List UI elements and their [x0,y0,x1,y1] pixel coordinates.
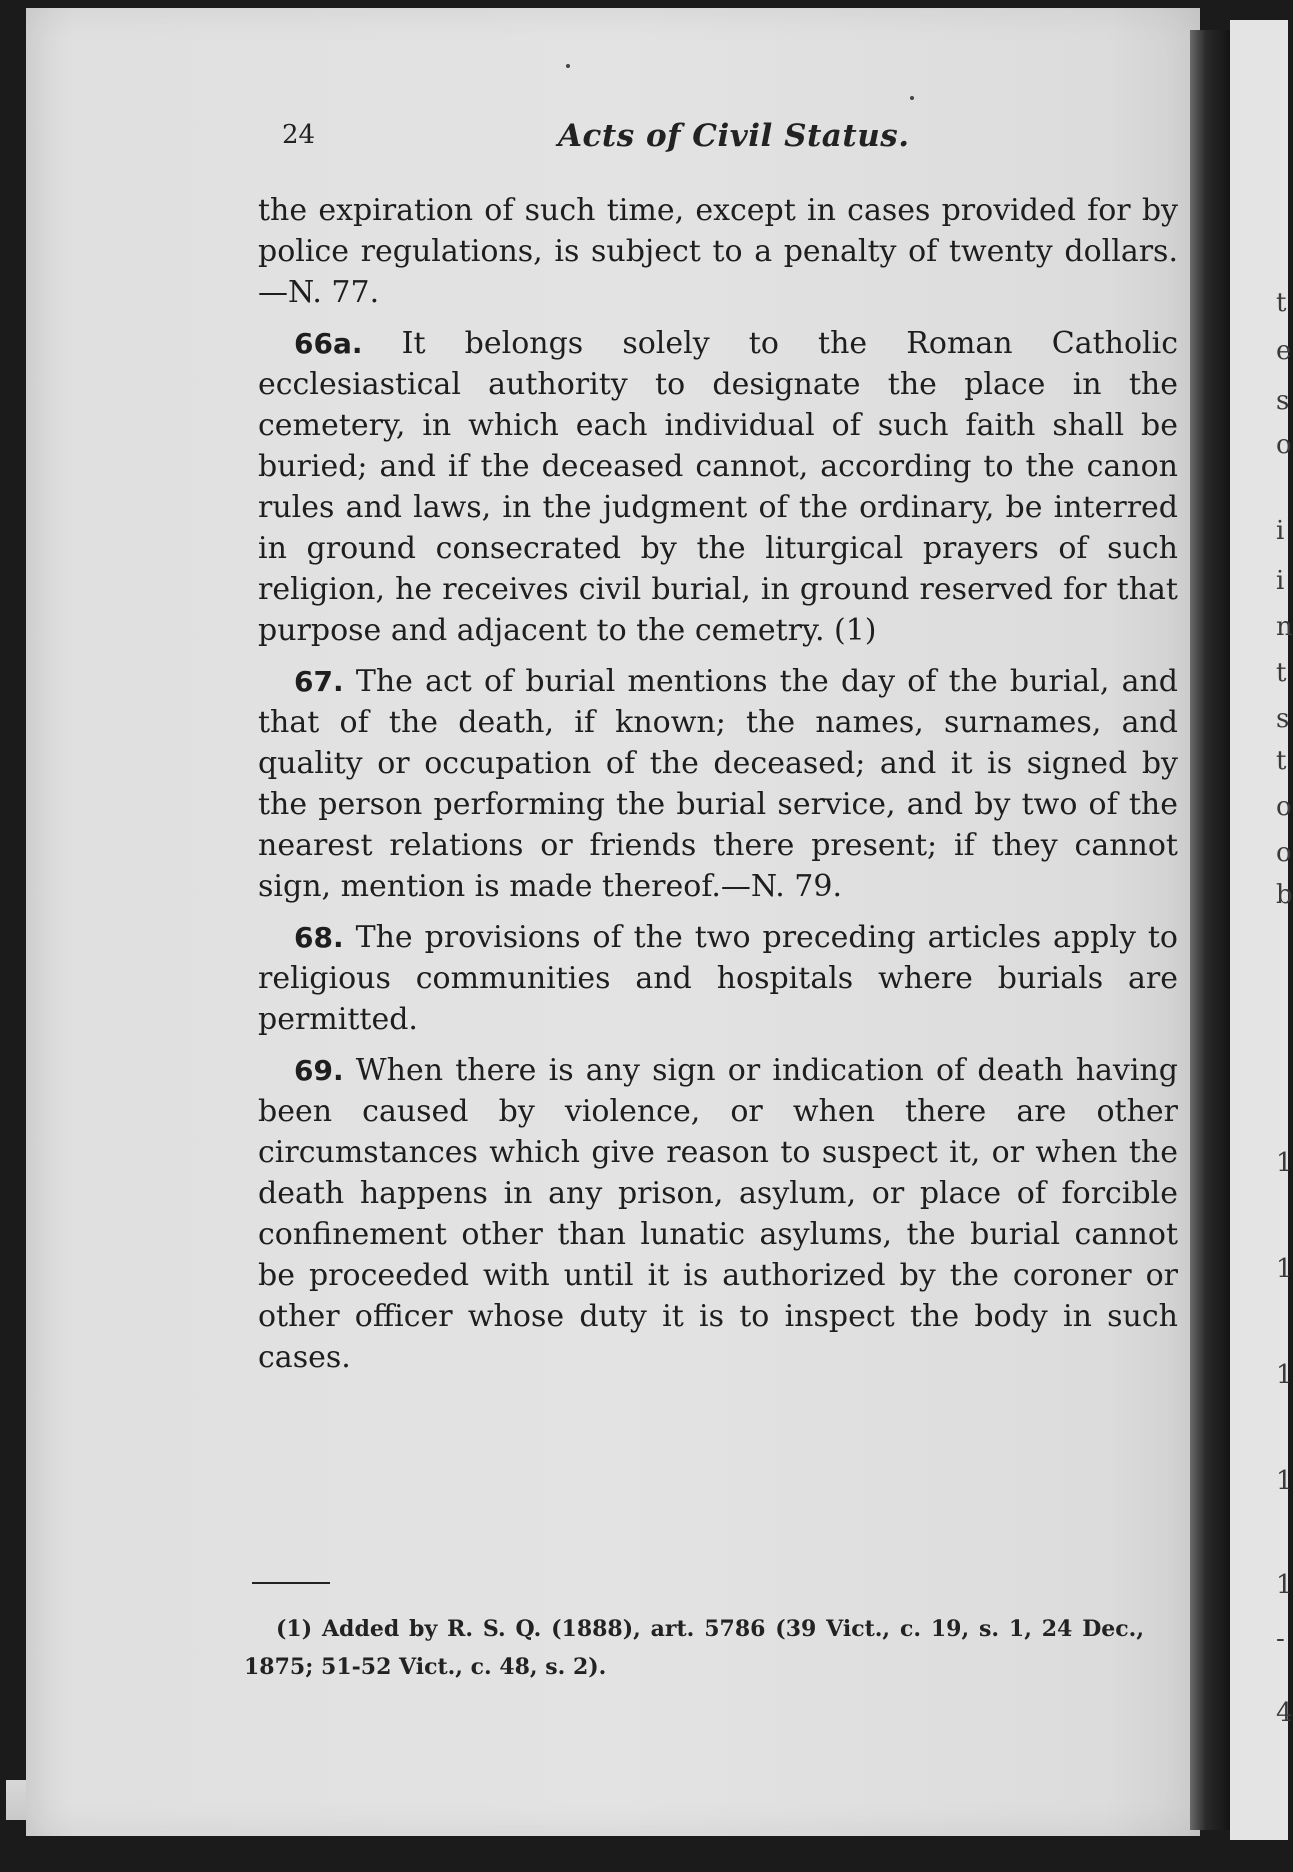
facing-page-char: n [1276,612,1293,642]
article-67 [258,661,1178,907]
paragraph-continuation [258,190,1178,313]
facing-page-char: 1 [1276,1570,1293,1600]
article-66a [258,323,1178,651]
article-69 [258,1050,1178,1378]
article-68 [258,917,1178,1040]
article-number: 69. [294,1054,344,1087]
article-number: 67. [294,665,344,698]
paragraph-text: When there is any sign or indication of death having been caused by violence, or when there are other circumstances which give reason to suspect it, or when the death happens in any prison, asylum, or place of forcible confinement other than lunatic asylums, the burial cannot be proceeded with until it is authorized by the coroner or other officer whose duty it is to inspect the body in such cases. [258,1053,1178,1375]
facing-page-char: s [1276,704,1290,734]
facing-page-char: b [1276,880,1293,910]
facing-page-char: o [1276,792,1292,822]
facing-page-char: o [1276,430,1292,460]
facing-page-char: 1 [1276,1466,1293,1496]
page-header [282,118,1042,168]
paragraph-text: It belongs solely to the Roman Catholic ecclesiastical authority to designate the place in the cemetery, in which each individual of such faith shall be buried; and if the deceased cannot, according to the canon rules and laws, in the judgment of the ordinary, be interred in ground consecrated by the liturgical prayers of such religion, he receives civil burial, in ground reserved for that purpose and adjacent to the cemetry. (1) [258,326,1179,648]
page-body [258,190,1178,1388]
facing-page-char: t [1276,658,1287,688]
paragraph-text: the expiration of such time, except in cases provided for by police regulations, is subject to a penalty of twenty dollars.—N. 77. [258,193,1178,310]
running-title: Acts of Civil Status. [558,118,910,154]
paper-speck [910,96,914,100]
facing-page-char: e [1276,336,1292,366]
facing-page-char: t [1276,746,1287,776]
paper-speck [566,64,570,68]
facing-page-char: 1 [1276,1360,1293,1390]
facing-page-char: 4 [1276,1698,1293,1728]
facing-page-char: i [1276,516,1285,546]
page-number: 24 [282,120,316,150]
binding-gutter [1190,30,1230,1830]
paragraph-text: The act of burial mentions the day of the burial, and that of the death, if known; the names, surnames, and quality or occupation of the deceased; and it is signed by the person performing the burial service, and by two of the nearest relations or friends there present; if they cannot sign, mention is made thereof.—N. 79. [258,664,1178,904]
article-number: 66a. [294,327,363,360]
facing-page-char: 1 [1276,1148,1293,1178]
facing-page-char: 1 [1276,1254,1293,1284]
facing-page-char: i [1276,566,1285,596]
footnote: (1) Added by R. S. Q. (1888), art. 5786 (39 Vict., c. 19, s. 1, 24 Dec., 1875; 51-52 Vict., c. 48, s. 2). [244,1616,1144,1680]
paragraph-text: The provisions of the two preceding articles apply to religious communities and hospitals where burials are permitted. [258,920,1178,1037]
facing-page-char: s [1276,386,1290,416]
facing-page-char: o [1276,838,1292,868]
facing-page [1230,20,1293,1840]
facing-page-char: t [1276,288,1287,318]
facing-page-char: - [1276,1624,1285,1654]
footnote-rule [252,1582,330,1584]
article-number: 68. [294,921,344,954]
